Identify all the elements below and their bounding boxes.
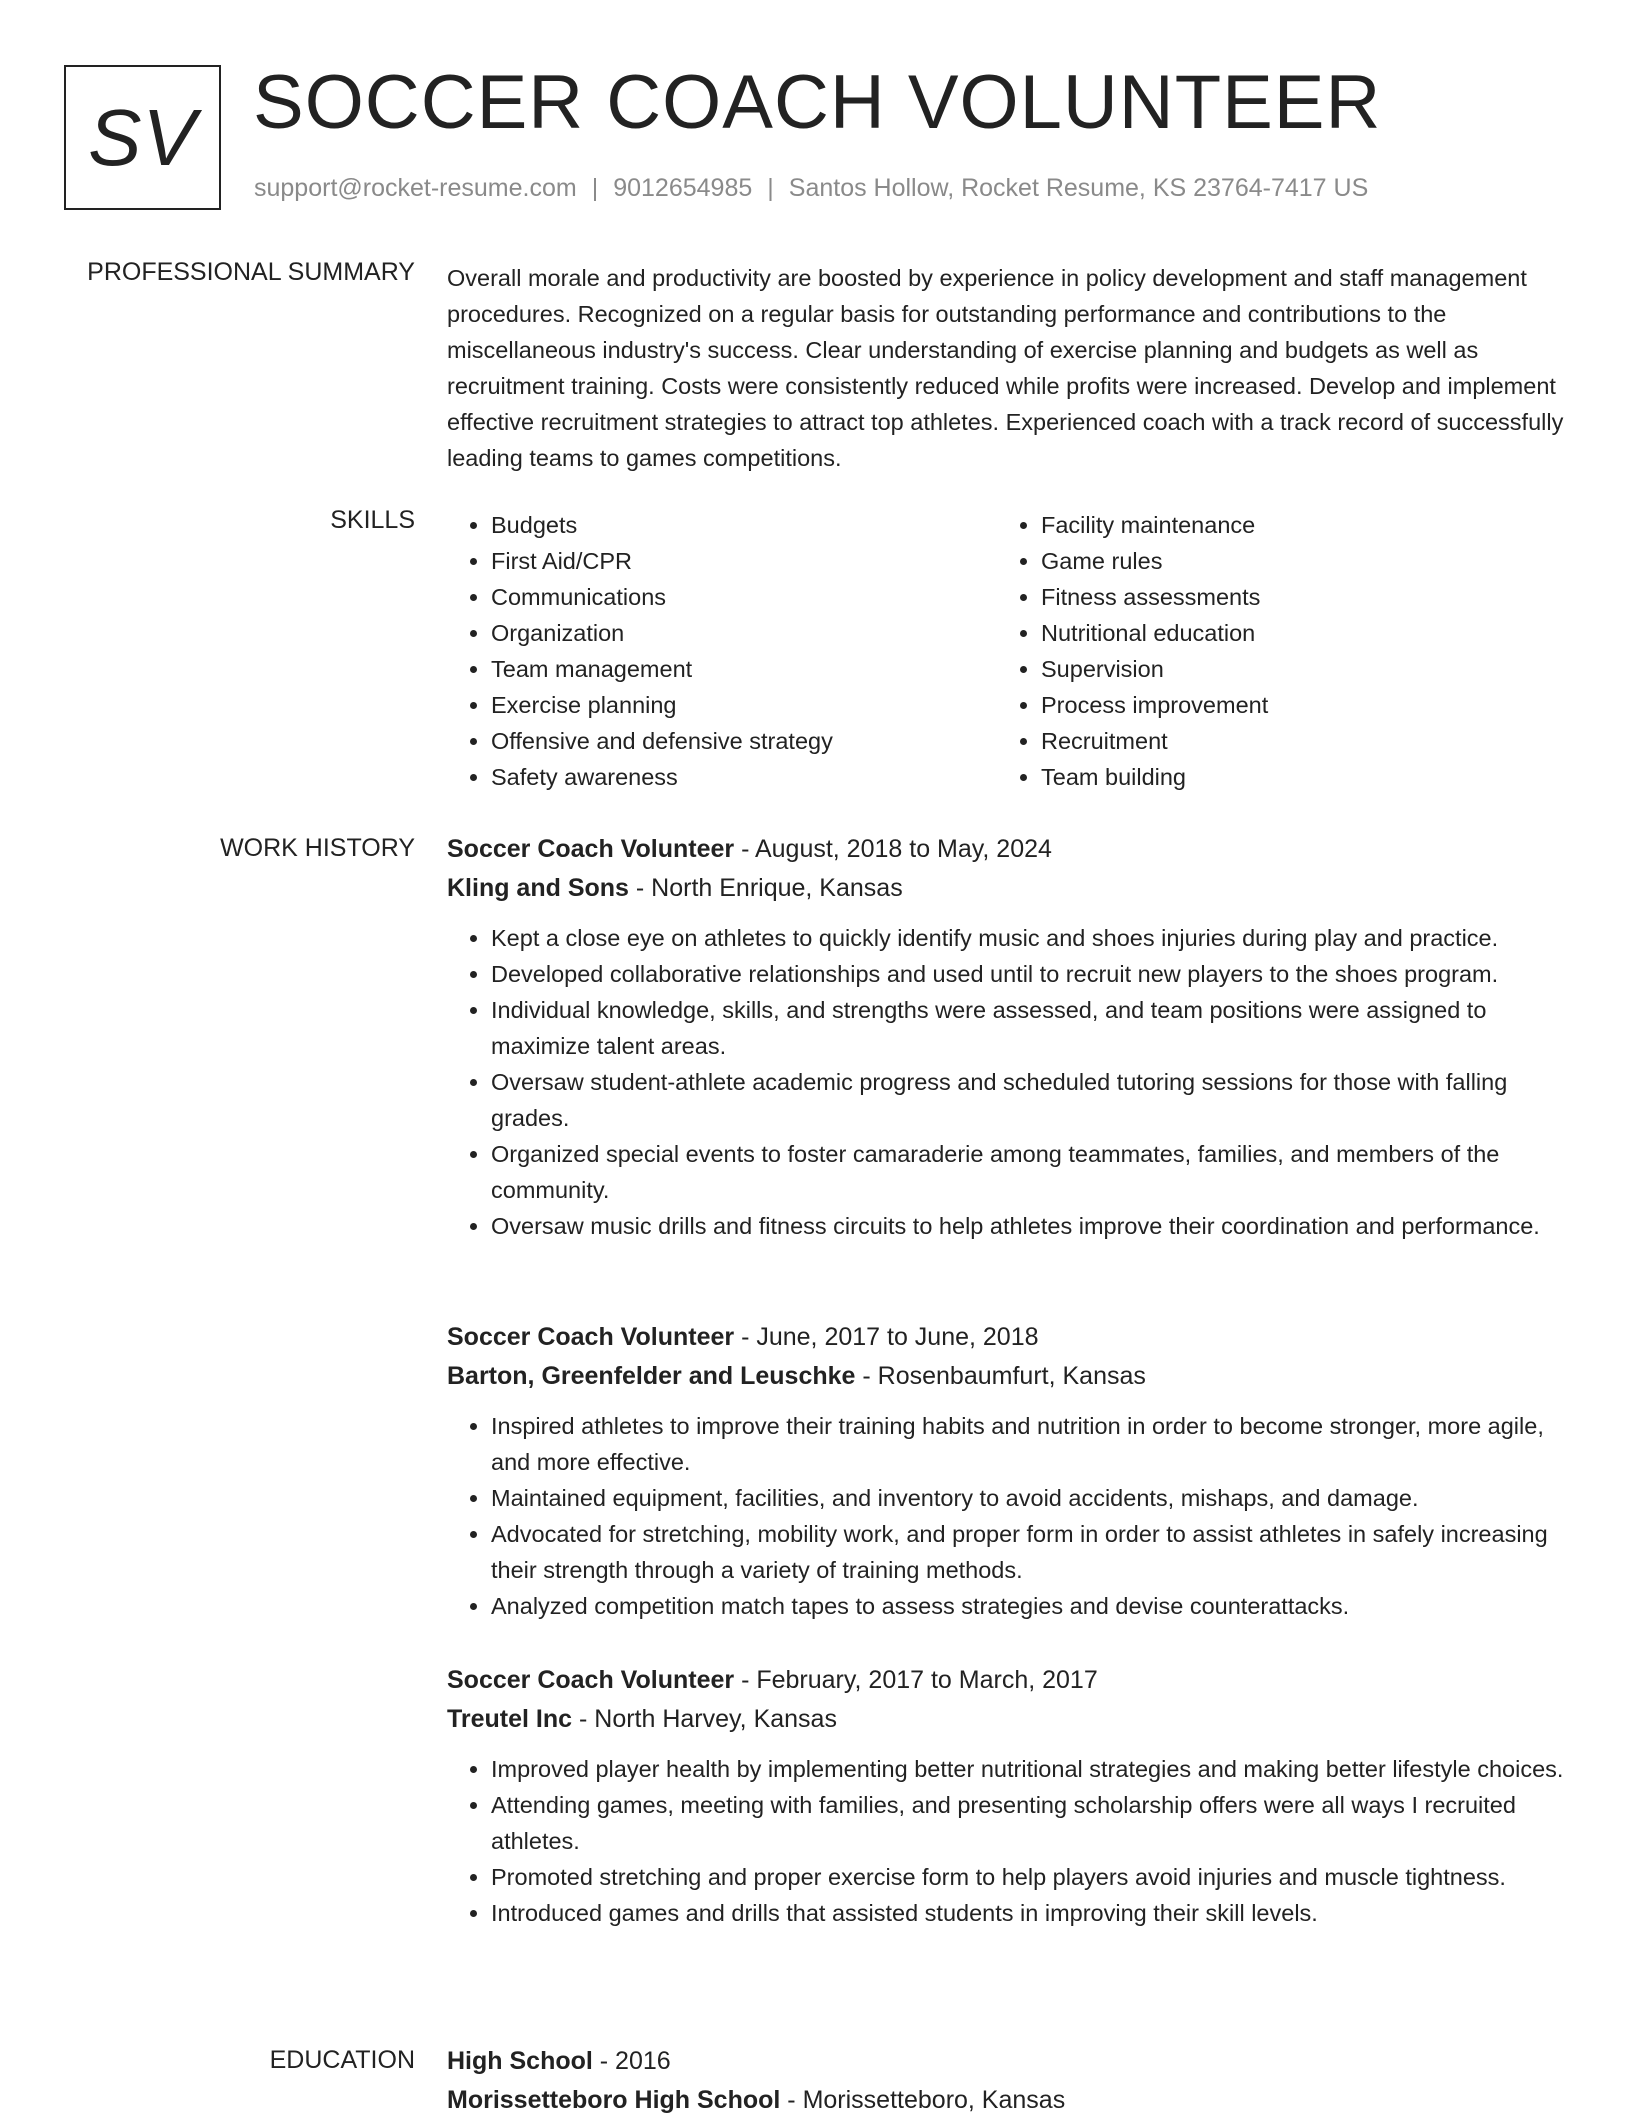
- job-entry: [447, 1661, 1567, 1931]
- summary-text: Overall morale and productivity are boosted by experience in policy development and staff management procedures. Recognized on a regular basis for outstanding performance and contributions to the miscellaneous industry's success. Clear understanding of exercise planning and budgets as well as recruitment training. Costs were consistently reduced while profits were increased. Develop and implement effective recruitment strategies to attract top athletes. Experienced coach with a track record of successfully leading teams to games competitions.: [447, 265, 1564, 471]
- education-location: - Morissetteboro, Kansas: [780, 2086, 1066, 2114]
- education-entry: [447, 2042, 1567, 2120]
- skill-item: • Game rules: [1041, 543, 1541, 579]
- job-company: Kling and Sons: [447, 874, 629, 902]
- skill-item: • Safety awareness: [491, 759, 997, 795]
- job-dates: - June, 2017 to June, 2018: [734, 1323, 1039, 1351]
- skill-item: • First Aid/CPR: [491, 543, 997, 579]
- education-year: - 2016: [592, 2047, 671, 2075]
- job-company: Treutel Inc: [447, 1705, 573, 1733]
- job-bullet: • Kept a close eye on athletes to quickly identify music and shoes injuries during play and practice.: [491, 920, 1567, 956]
- job-title: Soccer Coach Volunteer: [447, 835, 735, 863]
- job-title-line: [447, 1661, 1567, 1700]
- job-company-line: [447, 1700, 1567, 1739]
- job-location: - North Harvey, Kansas: [572, 1705, 837, 1733]
- job-bullets: [447, 920, 1567, 1244]
- skill-item: • Supervision: [1041, 651, 1541, 687]
- skill-item: • Budgets: [491, 507, 997, 543]
- job-bullet: • Analyzed competition match tapes to assess strategies and devise counterattacks.: [491, 1588, 1567, 1624]
- skill-item: • Communications: [491, 579, 997, 615]
- section-label-education: EDUCATION: [269, 2046, 415, 2074]
- job-entry: [447, 830, 1567, 1244]
- education-school-line: [447, 2081, 1567, 2120]
- job-bullet: • Attending games, meeting with families, and presenting scholarship offers were all ways I recruited athletes.: [491, 1787, 1567, 1859]
- job-title: Soccer Coach Volunteer: [447, 1666, 735, 1694]
- job-bullet: • Introduced games and drills that assisted students in improving their skill levels.: [491, 1895, 1567, 1931]
- job-bullets: [447, 1751, 1567, 1931]
- skills-column-1: [447, 507, 997, 795]
- contact-line: [254, 174, 1368, 203]
- skill-item: • Team building: [1041, 759, 1541, 795]
- skill-item: • Fitness assessments: [1041, 579, 1541, 615]
- job-bullet: • Oversaw student-athlete academic progress and scheduled tutoring sessions for those with falling grades.: [491, 1064, 1567, 1136]
- job-bullet: • Promoted stretching and proper exercise form to help players avoid injuries and muscle tightness.: [491, 1859, 1567, 1895]
- contact-address: Santos Hollow, Rocket Resume, KS 23764-7417 US: [788, 174, 1369, 202]
- job-bullet: • Maintained equipment, facilities, and inventory to avoid accidents, mishaps, and damage.: [491, 1480, 1567, 1516]
- job-location: - North Enrique, Kansas: [628, 874, 903, 902]
- job-title-line: [447, 1318, 1567, 1357]
- skill-item: • Recruitment: [1041, 723, 1541, 759]
- monogram-initials: SV: [88, 92, 197, 182]
- job-bullets: [447, 1408, 1567, 1624]
- contact-email[interactable]: support@rocket-resume.com: [254, 174, 577, 202]
- job-bullet: • Advocated for stretching, mobility work, and proper form in order to assist athletes in safely increasing their strength through a variety of training methods.: [491, 1516, 1567, 1588]
- section-label-summary: PROFESSIONAL SUMMARY: [87, 258, 415, 286]
- job-bullet: • Inspired athletes to improve their training habits and nutrition in order to become stronger, more agile, and more effective.: [491, 1408, 1567, 1480]
- skills-list: [447, 507, 1567, 795]
- job-location: - Rosenbaumfurt, Kansas: [855, 1362, 1146, 1390]
- education-school: Morissetteboro High School: [447, 2086, 781, 2114]
- skill-item: • Facility maintenance: [1041, 507, 1541, 543]
- skill-item: • Team management: [491, 651, 997, 687]
- job-dates: - February, 2017 to March, 2017: [734, 1666, 1098, 1694]
- job-company: Barton, Greenfelder and Leuschke: [447, 1362, 856, 1390]
- education-degree: High School: [447, 2047, 593, 2075]
- contact-phone[interactable]: 9012654985: [613, 174, 753, 202]
- skill-item: • Nutritional education: [1041, 615, 1541, 651]
- skill-item: • Offensive and defensive strategy: [491, 723, 997, 759]
- job-title-line: [447, 830, 1567, 869]
- skill-item: • Organization: [491, 615, 997, 651]
- job-bullet: • Organized special events to foster camaraderie among teammates, families, and members of the community.: [491, 1136, 1567, 1208]
- job-company-line: [447, 869, 1567, 908]
- monogram-box: [64, 65, 221, 210]
- section-label-work-history: WORK HISTORY: [220, 834, 415, 862]
- job-entry: [447, 1318, 1567, 1624]
- job-dates: - August, 2018 to May, 2024: [734, 835, 1052, 863]
- contact-separator: |: [767, 174, 774, 202]
- job-bullet: • Developed collaborative relationships and used until to recruit new players to the shoes program.: [491, 956, 1567, 992]
- job-title: Soccer Coach Volunteer: [447, 1323, 735, 1351]
- skills-column-2: [997, 507, 1541, 795]
- resume-name: SOCCER COACH VOLUNTEER: [253, 60, 1382, 145]
- skill-item: • Process improvement: [1041, 687, 1541, 723]
- section-label-skills: SKILLS: [330, 506, 415, 534]
- job-bullet: • Improved player health by implementing better nutritional strategies and making better lifestyle choices.: [491, 1751, 1567, 1787]
- skill-item: • Exercise planning: [491, 687, 997, 723]
- education-degree-line: [447, 2042, 1567, 2081]
- job-bullet: • Oversaw music drills and fitness circuits to help athletes improve their coordination and performance.: [491, 1208, 1567, 1244]
- contact-separator: |: [591, 174, 599, 202]
- job-bullet: • Individual knowledge, skills, and strengths were assessed, and team positions were assigned to maximize talent areas.: [491, 992, 1567, 1064]
- job-company-line: [447, 1357, 1567, 1396]
